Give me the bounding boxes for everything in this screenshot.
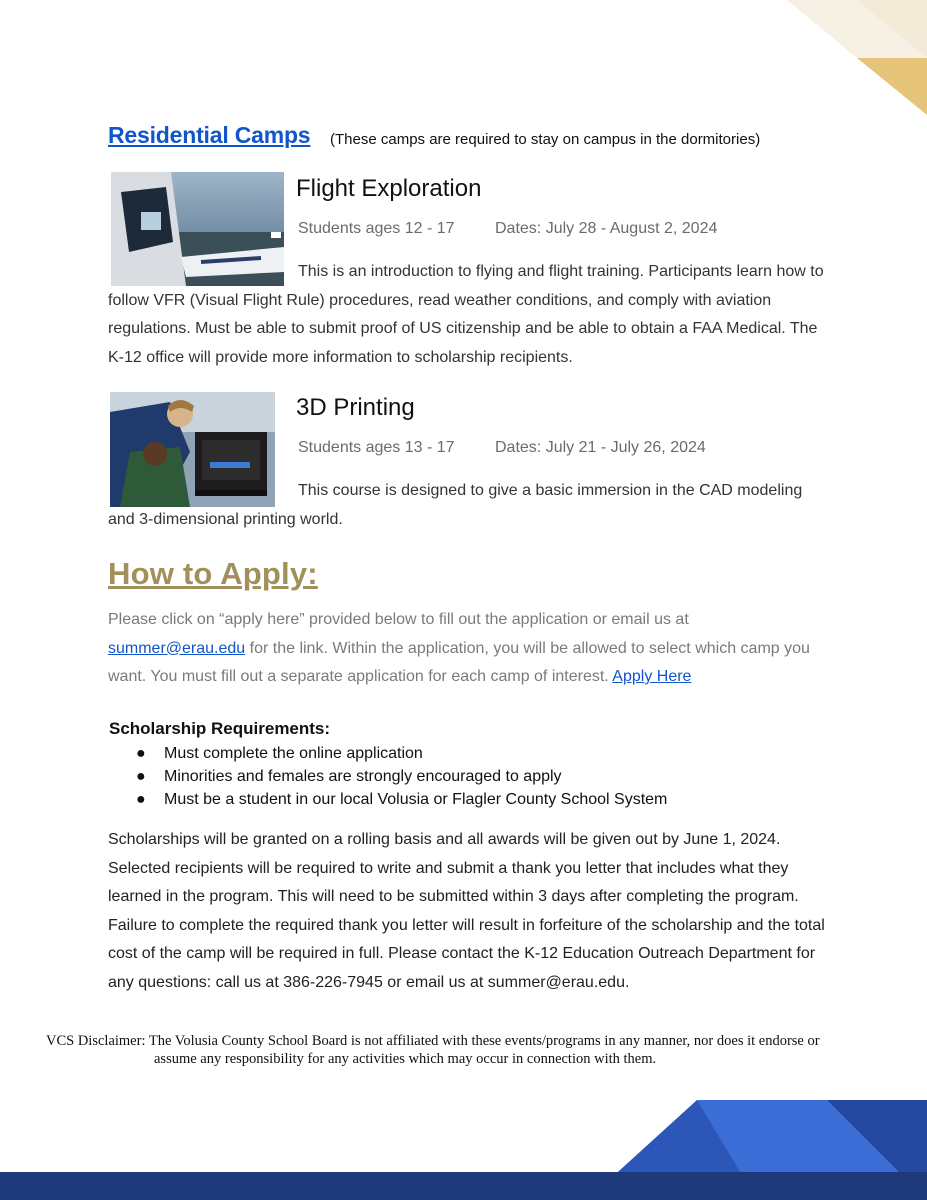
awards-paragraph: Scholarships will be granted on a rolling basis and all awards will be given out by June 1, 2024. Selected recipients will be required to write and submit a thank you letter that includes what they learned in the program. This will need to be submitted within 3 days after completing the program. Failure to complete the required thank you letter will result in forfeiture of the scholarship and the total cost of the camp will be required in full. Please contact the K-12 Education Outreach Department for any questions: call us at 386-226-7945 or email us at summer@erau.edu. (108, 831, 825, 991)
footer-bar (0, 1172, 927, 1200)
camp-dates: Dates: July 28 - August 2, 2024 (495, 220, 718, 237)
scholarship-list (136, 742, 667, 811)
disclaimer-line-2: assume any responsibility for any activities which may occur in connection with them. (154, 1051, 657, 1067)
how-to-apply-heading: How to Apply: (108, 556, 318, 591)
disclaimer-line-1: VCS Disclaimer: The Volusia County School Board is not affiliated with these events/programs in any manner, nor does it endorse or (46, 1033, 820, 1049)
bullet-icon: ● (136, 745, 146, 762)
vcs-disclaimer (46, 1032, 876, 1068)
camp-title: 3D Printing (296, 394, 415, 421)
list-item-text: Minorities and females are strongly encouraged to apply (164, 768, 562, 785)
email-link[interactable]: summer@erau.edu (108, 639, 246, 657)
camp-description: This is an introduction to flying and flight training. Participants learn how to follow VFR (Visual Flight Rule) procedures, read weather conditions, and comply with aviation regulations. Must be able to submit proof of US citizenship and be able to obtain a FAA Medical. The K-12 office will provide more information to scholarship recipients. (108, 263, 824, 366)
list-item-text: Must complete the online application (164, 745, 423, 762)
camp-ages: Students ages 13 - 17 (298, 439, 455, 456)
apply-text-start: Please click on “apply here” provided below to fill out the application or email us at (108, 611, 689, 628)
scholarship-heading: Scholarship Requirements: (109, 719, 331, 738)
section-title: Residential Camps (108, 122, 311, 148)
camp-ages: Students ages 12 - 17 (298, 220, 455, 237)
list-item (136, 788, 667, 811)
list-item (136, 742, 667, 765)
list-item (136, 765, 667, 788)
corner-decoration-top (787, 0, 927, 115)
list-item-text: Must be a student in our local Volusia or Flagler County School System (164, 791, 668, 808)
camp-description: This course is designed to give a basic immersion in the CAD modeling and 3-dimensional printing world. (108, 482, 803, 528)
camp-title: Flight Exploration (296, 175, 482, 202)
bullet-icon: ● (136, 768, 146, 785)
apply-text-end: for the link. Within the application, you will be allowed to select which camp you want. You must fill out a separate application for each camp of interest. (108, 639, 810, 685)
apply-here-link[interactable]: Apply Here (612, 668, 692, 685)
bullet-icon: ● (136, 791, 146, 808)
camp-dates: Dates: July 21 - July 26, 2024 (495, 439, 706, 456)
section-note: (These camps are required to stay on campus in the dormitories) (330, 131, 761, 148)
apply-instructions (108, 606, 828, 692)
